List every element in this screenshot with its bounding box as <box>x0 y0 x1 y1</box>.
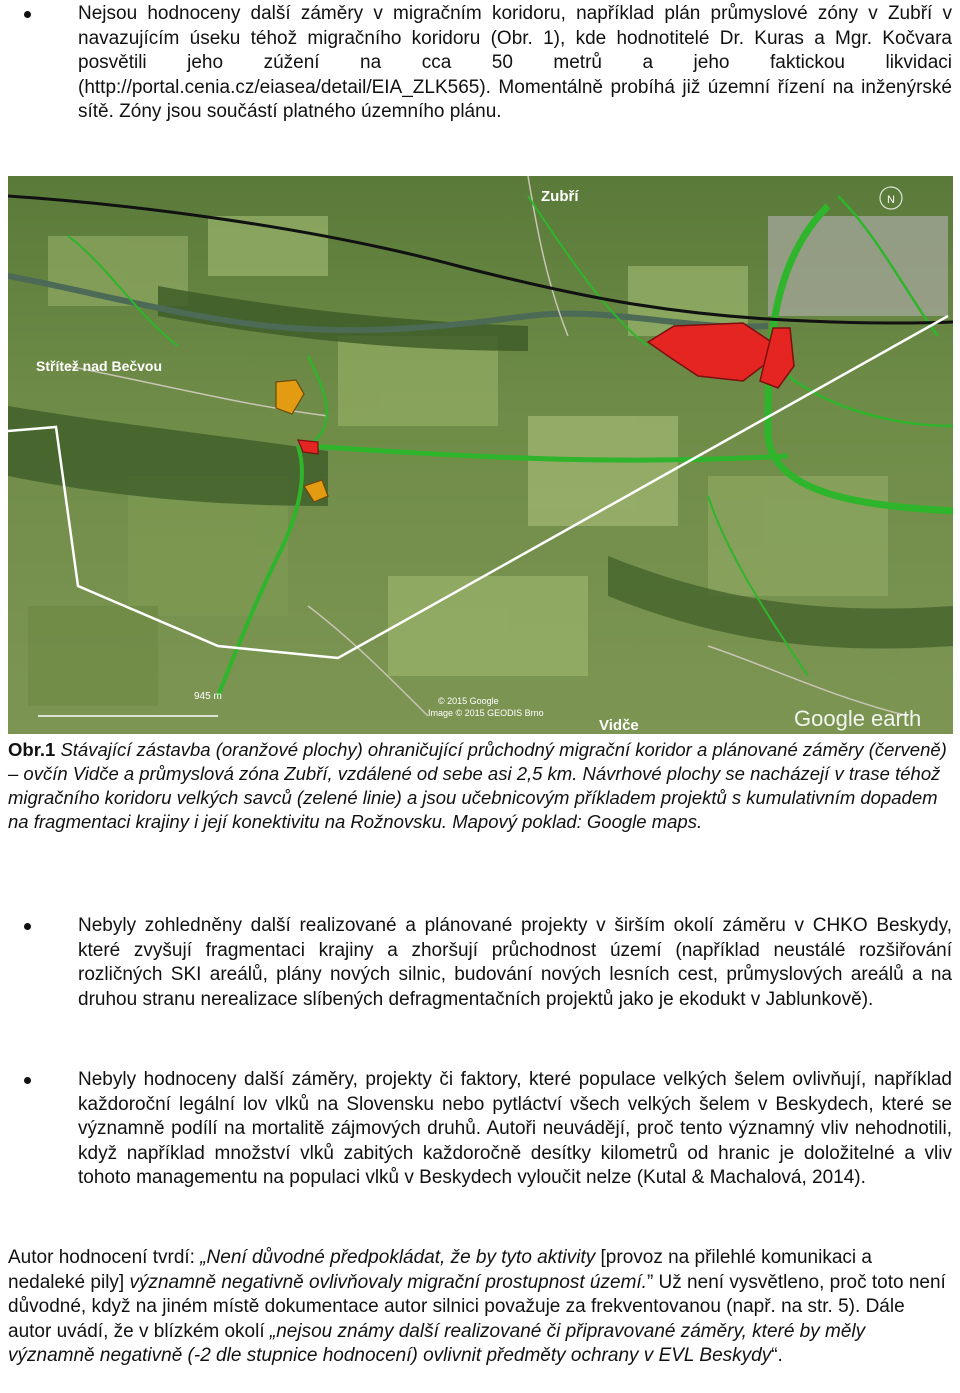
copyright-imagery: Image © 2015 GEODIS Brno <box>428 708 544 718</box>
label-strizez: Střítež nad Bečvou <box>36 358 163 374</box>
caption-text: Stávající zástavba (oranžové plochy) ohraničující průchodný migrační koridor a plánované záměry (červeně) – ovčín Vidče a průmyslová zóna Zubří, vzdálené od sebe asi 2,5 km. Návrhové plochy se nacházejí v trase téhož migračního koridoru velkých savců (zelené linie) a jsou učebnicovým příkladem projektů s kumulativním dopadem na fragmentaci krajiny i její konektivitu na Rožnovsku. Mapový poklad: Google maps. <box>8 739 947 832</box>
bullet-marker <box>24 11 31 18</box>
copyright-google: © 2015 Google <box>438 696 499 706</box>
bullet-marker <box>24 923 31 930</box>
satellite-map <box>8 176 953 734</box>
caption-label: Obr.1 <box>8 739 56 760</box>
figure-caption <box>8 738 952 834</box>
closing-text-3: ” Už není vysvětleno, proč toto není důvodné, když na jiném místě dokumentace autor silnici považuje za frekventovanou (např. na str. 5). Dále autor uvádí, že v blízkém okolí <box>8 1271 946 1342</box>
map-figure <box>8 176 953 734</box>
closing-quote-2: významně negativně ovlivňovaly migrační prostupnost území. <box>129 1271 647 1293</box>
scale-label: 945 m <box>194 691 222 702</box>
label-vidce: Vidče <box>599 717 639 734</box>
closing-text-4: “. <box>771 1345 783 1366</box>
bullet-text-2: Nebyly zohledněny další realizované a plánované projekty v širším okolí záměru v CHKO Beskydy, které zvyšují fragmentaci krajiny a zhoršují průchodnost území (například neustálé rozšiřování rozličných SKI areálů, plány nových silnic, budování nových lesních cest, průmyslových areálů a na druhou stranu nerealizace slíbených defragmentačních projektů jako je ekodukt v Jablunkově). <box>78 915 952 1010</box>
bullet-marker <box>24 1077 31 1084</box>
closing-paragraph <box>8 1246 952 1369</box>
bullet-text-1: Nejsou hodnoceny další záměry v migračním koridoru, například plán průmyslové zóny v Zubří v navazujícím úseku téhož migračního koridoru (Obr. 1), kde hodnotitelé Dr. Kuras a Mgr. Kočvara posvětili jeho zúžení na cca 50 metrů a jeho faktickou likvidaci (http://portal.cenia.cz/eiasea/detail/EIA_ZLK565). Momentálně probíhá již územní řízení na inženýrské sítě. Zóny jsou součástí platného územního plánu. <box>78 3 952 122</box>
closing-quote-3: „nejsou známy další realizované či připravované záměry, které by měly významně negativně (-2 dle stupnice hodnocení) ovlivnit předměty ochrany v EVL Beskydy <box>8 1320 866 1366</box>
closing-text-1: Autor hodnocení tvrdí: <box>8 1247 201 1268</box>
bullet-text-3: Nebyly hodnoceny další záměry, projekty či faktory, které populace velkých šelem ovlivňují, například každoroční legální lov vlků na Slovensku nebo pytláctví všech velkých šelem v Beskydech, které se významně podílí na mortalitě zájmových druhů. Autoři neuvádějí, proč tento významný vliv nehodnotili, když například množství vlků zabitých každoročně desítky kilometrů od hranic je doložitelné a vliv tohoto managementu na populaci vlků v Beskydech vyloučit nelze (Kutal & Machalová, 2014). <box>78 1069 952 1188</box>
google-earth-logo: Google earth <box>794 706 922 731</box>
label-zubri: Zubří <box>541 188 579 205</box>
svg-text:N: N <box>887 194 895 206</box>
closing-text-2: [provoz na přilehlé komunikaci a nedaleké pily] <box>8 1247 872 1293</box>
closing-quote-1: „Není důvodné předpokládat, že by tyto aktivity <box>200 1247 596 1268</box>
